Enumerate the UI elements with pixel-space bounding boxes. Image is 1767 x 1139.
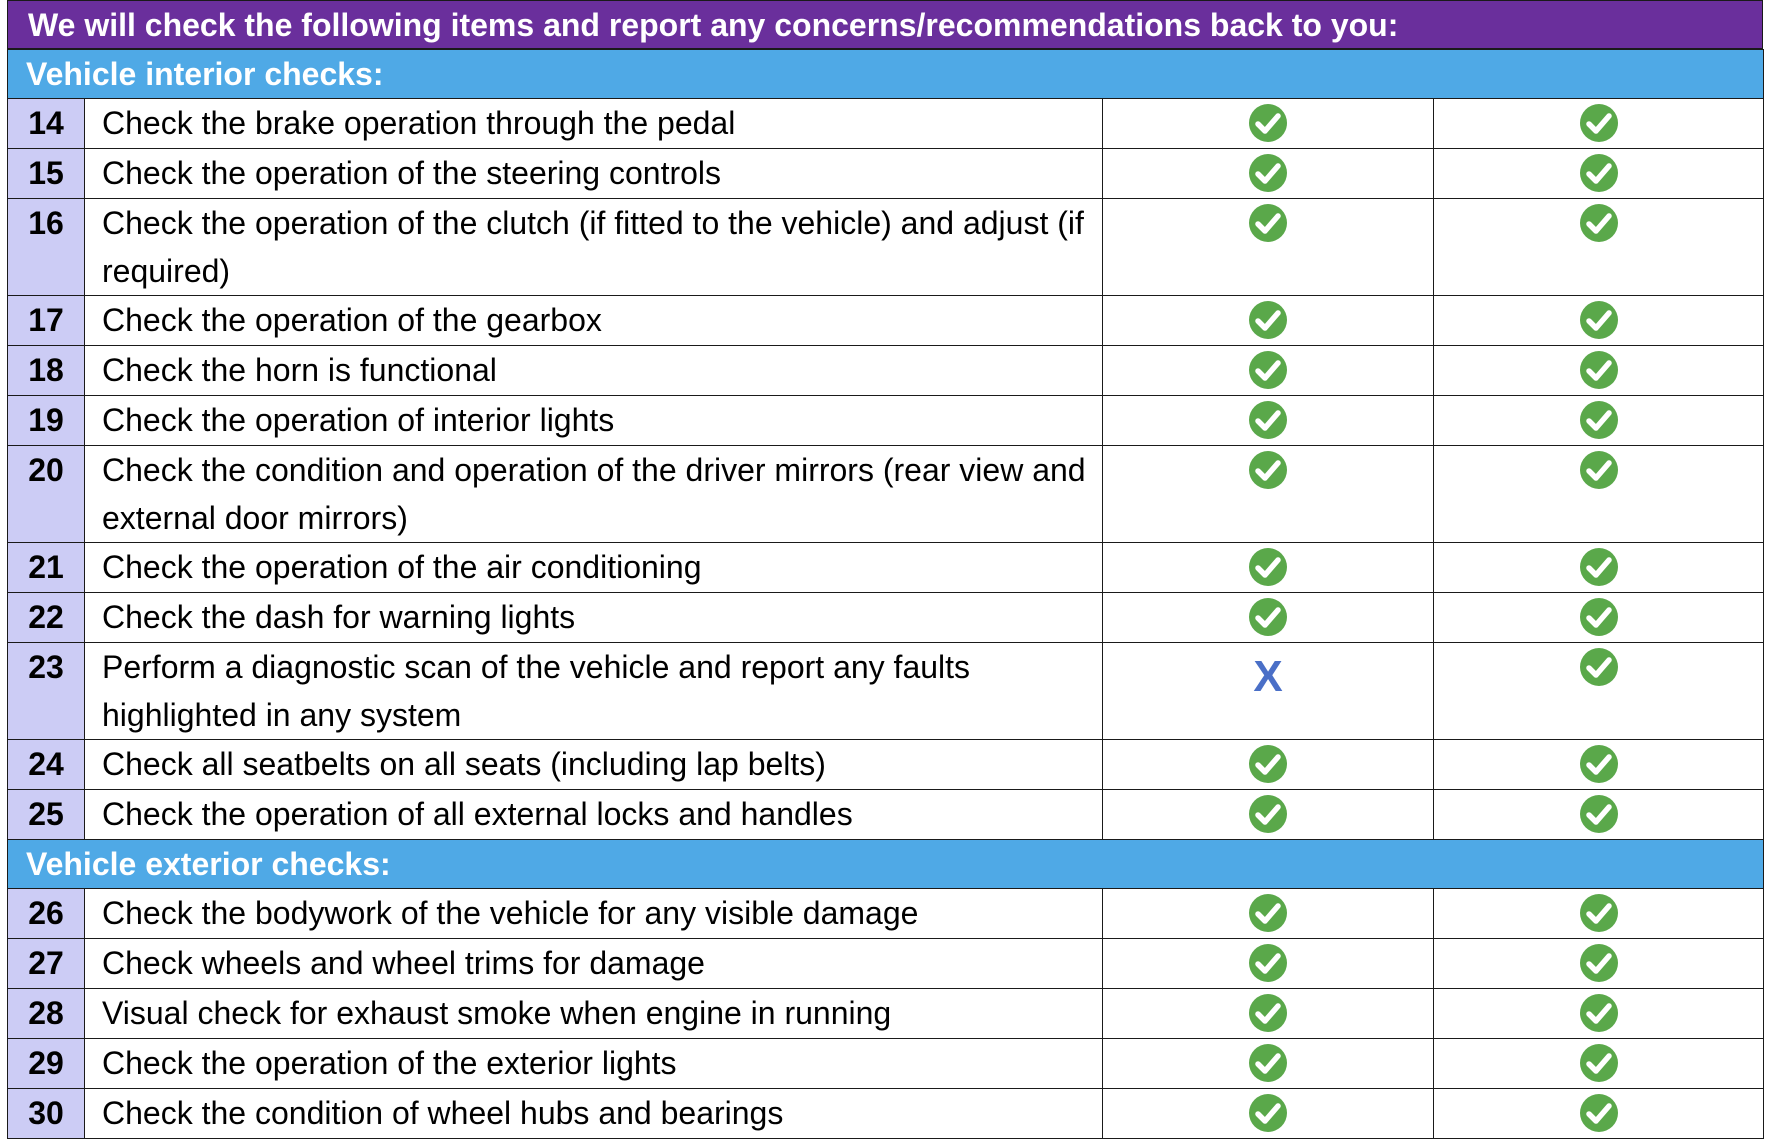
item-description: Check the operation of the steering controls xyxy=(85,149,1103,199)
item-number: 24 xyxy=(8,740,85,790)
checklist-row xyxy=(8,396,1764,446)
section-title: Vehicle interior checks: xyxy=(8,50,1764,99)
check-icon xyxy=(1248,1093,1288,1133)
checklist-row xyxy=(8,346,1764,396)
check-icon xyxy=(1579,103,1619,143)
status-cell-b xyxy=(1434,740,1764,790)
checklist-row xyxy=(8,99,1764,149)
item-description: Check the condition and operation of the driver mirrors (rear view and external door mirrors) xyxy=(85,446,1103,543)
status-cell-b xyxy=(1434,149,1764,199)
status-cell-a xyxy=(1103,99,1434,149)
status-cell-a xyxy=(1103,296,1434,346)
checklist-table xyxy=(7,49,1764,1139)
item-number: 30 xyxy=(8,1089,85,1139)
check-icon xyxy=(1579,893,1619,933)
checklist-row xyxy=(8,1039,1764,1089)
item-number: 18 xyxy=(8,346,85,396)
status-cell-a xyxy=(1103,199,1434,296)
status-cell-a xyxy=(1103,740,1434,790)
item-number: 14 xyxy=(8,99,85,149)
status-cell-b xyxy=(1434,296,1764,346)
status-cell-b xyxy=(1434,99,1764,149)
checklist-row xyxy=(8,790,1764,840)
checklist-row xyxy=(8,1089,1764,1139)
check-icon xyxy=(1579,647,1619,687)
item-description: Visual check for exhaust smoke when engine in running xyxy=(85,989,1103,1039)
check-icon xyxy=(1248,153,1288,193)
status-cell-a xyxy=(1103,939,1434,989)
item-number: 17 xyxy=(8,296,85,346)
item-description: Check the operation of the exterior lights xyxy=(85,1039,1103,1089)
status-cell-b xyxy=(1434,790,1764,840)
fail-mark: X xyxy=(1253,652,1283,701)
check-icon xyxy=(1579,993,1619,1033)
item-description: Check the horn is functional xyxy=(85,346,1103,396)
status-cell-b xyxy=(1434,1039,1764,1089)
check-icon xyxy=(1579,300,1619,340)
checklist-row xyxy=(8,989,1764,1039)
item-description: Check the dash for warning lights xyxy=(85,593,1103,643)
check-icon xyxy=(1248,300,1288,340)
status-cell-b xyxy=(1434,346,1764,396)
status-cell-b xyxy=(1434,889,1764,939)
status-cell-a xyxy=(1103,593,1434,643)
item-number: 19 xyxy=(8,396,85,446)
check-icon xyxy=(1248,547,1288,587)
check-icon xyxy=(1248,794,1288,834)
check-icon xyxy=(1579,1043,1619,1083)
check-icon xyxy=(1248,893,1288,933)
check-icon xyxy=(1579,400,1619,440)
checklist-row xyxy=(8,939,1764,989)
status-cell-a xyxy=(1103,1039,1434,1089)
item-number: 15 xyxy=(8,149,85,199)
checklist-row xyxy=(8,149,1764,199)
check-icon xyxy=(1248,400,1288,440)
status-cell-b xyxy=(1434,543,1764,593)
status-cell-b xyxy=(1434,593,1764,643)
item-description: Check the condition of wheel hubs and bearings xyxy=(85,1089,1103,1139)
item-number: 27 xyxy=(8,939,85,989)
status-cell-a xyxy=(1103,989,1434,1039)
status-cell-a xyxy=(1103,446,1434,543)
check-icon xyxy=(1248,1043,1288,1083)
status-cell-a xyxy=(1103,396,1434,446)
check-icon xyxy=(1248,597,1288,637)
item-number: 20 xyxy=(8,446,85,543)
item-description: Perform a diagnostic scan of the vehicle and report any faults highlighted in any system xyxy=(85,643,1103,740)
item-description: Check the operation of the air conditioning xyxy=(85,543,1103,593)
item-description: Check the operation of interior lights xyxy=(85,396,1103,446)
checklist-row xyxy=(8,199,1764,296)
item-number: 23 xyxy=(8,643,85,740)
checklist-title: We will check the following items and report any concerns/recommendations back to you: xyxy=(7,0,1763,49)
check-icon xyxy=(1579,203,1619,243)
check-icon xyxy=(1579,744,1619,784)
item-description: Check the operation of the clutch (if fitted to the vehicle) and adjust (if required) xyxy=(85,199,1103,296)
check-icon xyxy=(1579,350,1619,390)
item-number: 26 xyxy=(8,889,85,939)
check-icon xyxy=(1248,103,1288,143)
item-description: Check wheels and wheel trims for damage xyxy=(85,939,1103,989)
checklist-row xyxy=(8,296,1764,346)
check-icon xyxy=(1248,450,1288,490)
item-description: Check the operation of all external locks and handles xyxy=(85,790,1103,840)
status-cell-b xyxy=(1434,989,1764,1039)
status-cell-a xyxy=(1103,643,1434,740)
status-cell-b xyxy=(1434,446,1764,543)
check-icon xyxy=(1579,1093,1619,1133)
status-cell-a xyxy=(1103,790,1434,840)
item-description: Check the bodywork of the vehicle for any visible damage xyxy=(85,889,1103,939)
checklist-row xyxy=(8,593,1764,643)
checklist-sheet xyxy=(7,0,1763,1139)
check-icon xyxy=(1579,153,1619,193)
section-header xyxy=(8,840,1764,889)
status-cell-a xyxy=(1103,149,1434,199)
check-icon xyxy=(1248,350,1288,390)
status-cell-b xyxy=(1434,199,1764,296)
check-icon xyxy=(1579,794,1619,834)
checklist-row xyxy=(8,446,1764,543)
section-header xyxy=(8,50,1764,99)
item-description: Check the operation of the gearbox xyxy=(85,296,1103,346)
item-number: 25 xyxy=(8,790,85,840)
check-icon xyxy=(1248,993,1288,1033)
check-icon xyxy=(1579,547,1619,587)
status-cell-b xyxy=(1434,643,1764,740)
check-icon xyxy=(1248,943,1288,983)
item-description: Check all seatbelts on all seats (including lap belts) xyxy=(85,740,1103,790)
checklist-row xyxy=(8,889,1764,939)
status-cell-a xyxy=(1103,1089,1434,1139)
check-icon xyxy=(1579,450,1619,490)
checklist-row xyxy=(8,543,1764,593)
checklist-row xyxy=(8,643,1764,740)
check-icon xyxy=(1579,943,1619,983)
section-title: Vehicle exterior checks: xyxy=(8,840,1764,889)
check-icon xyxy=(1579,597,1619,637)
item-number: 22 xyxy=(8,593,85,643)
status-cell-b xyxy=(1434,1089,1764,1139)
status-cell-a xyxy=(1103,889,1434,939)
item-number: 29 xyxy=(8,1039,85,1089)
checklist-row xyxy=(8,740,1764,790)
status-cell-a xyxy=(1103,346,1434,396)
status-cell-a xyxy=(1103,543,1434,593)
check-icon xyxy=(1248,203,1288,243)
check-icon xyxy=(1248,744,1288,784)
item-number: 28 xyxy=(8,989,85,1039)
item-number: 21 xyxy=(8,543,85,593)
item-number: 16 xyxy=(8,199,85,296)
status-cell-b xyxy=(1434,396,1764,446)
item-description: Check the brake operation through the pedal xyxy=(85,99,1103,149)
status-cell-b xyxy=(1434,939,1764,989)
